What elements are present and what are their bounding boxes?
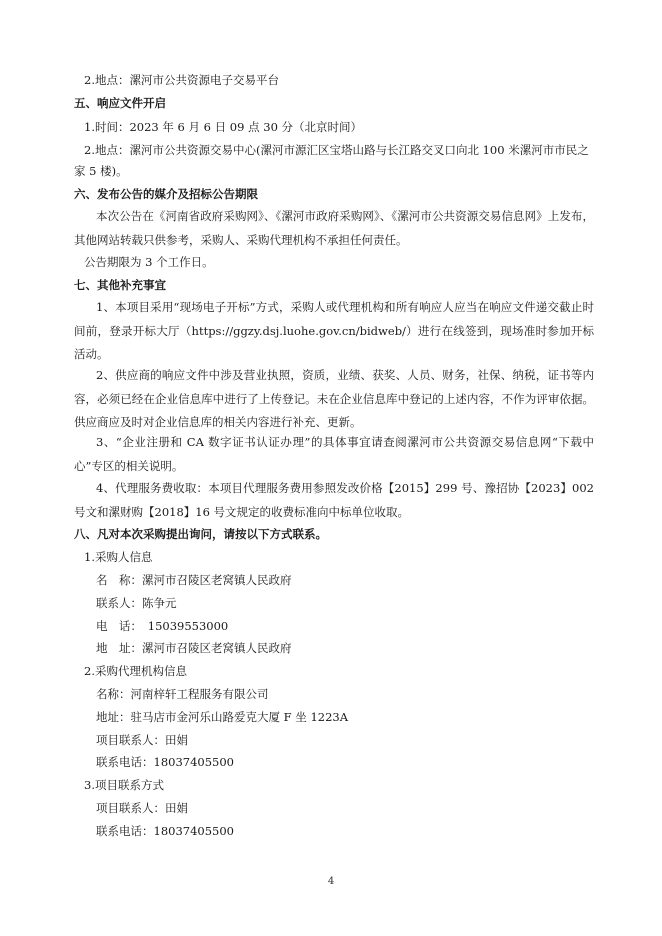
project-contact-person: 项目联系人：田娟 (96, 801, 188, 815)
supplement-item-3: 3、“企业注册和 CA 数字证书认证办理”的具体事宜请查阅漯河市公共资源交易信息网“下载中心”专区的相关说明。 (74, 435, 594, 473)
purchaser-contact: 联系人：陈争元 (96, 596, 177, 610)
supplement-item-4: 4、代理服务费收取：本项目代理服务费用参照发改价格【2015】299 号、豫招协【2023】002 号文和漯财购【2018】16 号文规定的收费标准向中标单位收取。 (74, 481, 594, 519)
project-contact-phone: 联系电话：18037405500 (96, 824, 234, 838)
announcement-paragraph: 本次公告在《河南省政府采购网》、《漯河市政府采购网》、《漯河市公共资源交易信息网》上发布，其他网站转载只供参考，采购人、采购代理机构不承担任何责任。 (74, 209, 594, 247)
opening-location: 2.地点：漯河市公共资源交易中心(漯河市源汇区宝塔山路与长江路交叉口向北 100 米漯河市市民之 (84, 143, 589, 157)
section-heading-6: 六、发布公告的媒介及招标公告期限 (74, 187, 258, 201)
opening-time: 1.时间：2023 年 6 月 6 日 09 点 30 分（北京时间） (84, 120, 363, 134)
agency-info-title: 2.采购代理机构信息 (84, 664, 187, 678)
agency-address: 地址：驻马店市金河乐山路爱克大厦 F 坐 1223A (96, 710, 349, 724)
project-contact-title: 3.项目联系方式 (84, 778, 164, 792)
agency-name: 名称：河南梓轩工程服务有限公司 (96, 687, 269, 701)
section-heading-8: 八、凡对本次采购提出询问，请按以下方式联系。 (74, 527, 327, 541)
page-number: 4 (327, 876, 335, 887)
section-heading-7: 七、其他补充事宜 (74, 278, 166, 292)
purchaser-info-title: 1.采购人信息 (84, 550, 153, 564)
location-line: 2.地点：漯河市公共资源电子交易平台 (84, 73, 279, 87)
supplement-item-1: 1、本项目采用“现场电子开标”方式，采购人或代理机构和所有响应人应当在响应文件递交截止时间前，登录开标大厅（https://ggzy.dsj.luohe.gov.cn/bidweb/）进行在线签到，现场准时参加开标活动。 (74, 300, 594, 361)
agency-phone: 联系电话：18037405500 (96, 755, 234, 769)
agency-contact: 项目联系人：田娟 (96, 733, 188, 747)
announcement-period: 公告期限为 3 个工作日。 (84, 255, 214, 269)
purchaser-name: 名 称：漯河市召陵区老窝镇人民政府 (96, 573, 292, 587)
purchaser-phone: 电 话： 15039553000 (96, 619, 229, 633)
purchaser-address: 地 址：漯河市召陵区老窝镇人民政府 (96, 641, 292, 655)
supplement-item-2: 2、供应商的响应文件中涉及营业执照，资质，业绩、获奖、人员、财务，社保、纳税，证书等内容，必须已经在企业信息库中进行了上传登记。未在企业信息库中登记的上述内容，不作为评审依据。供应商应及时对企业信息库的相关内容进行补充、更新。 (74, 368, 594, 429)
section-heading-5: 五、响应文件开启 (74, 96, 166, 110)
opening-location-cont: 家 5 楼)。 (74, 164, 128, 178)
